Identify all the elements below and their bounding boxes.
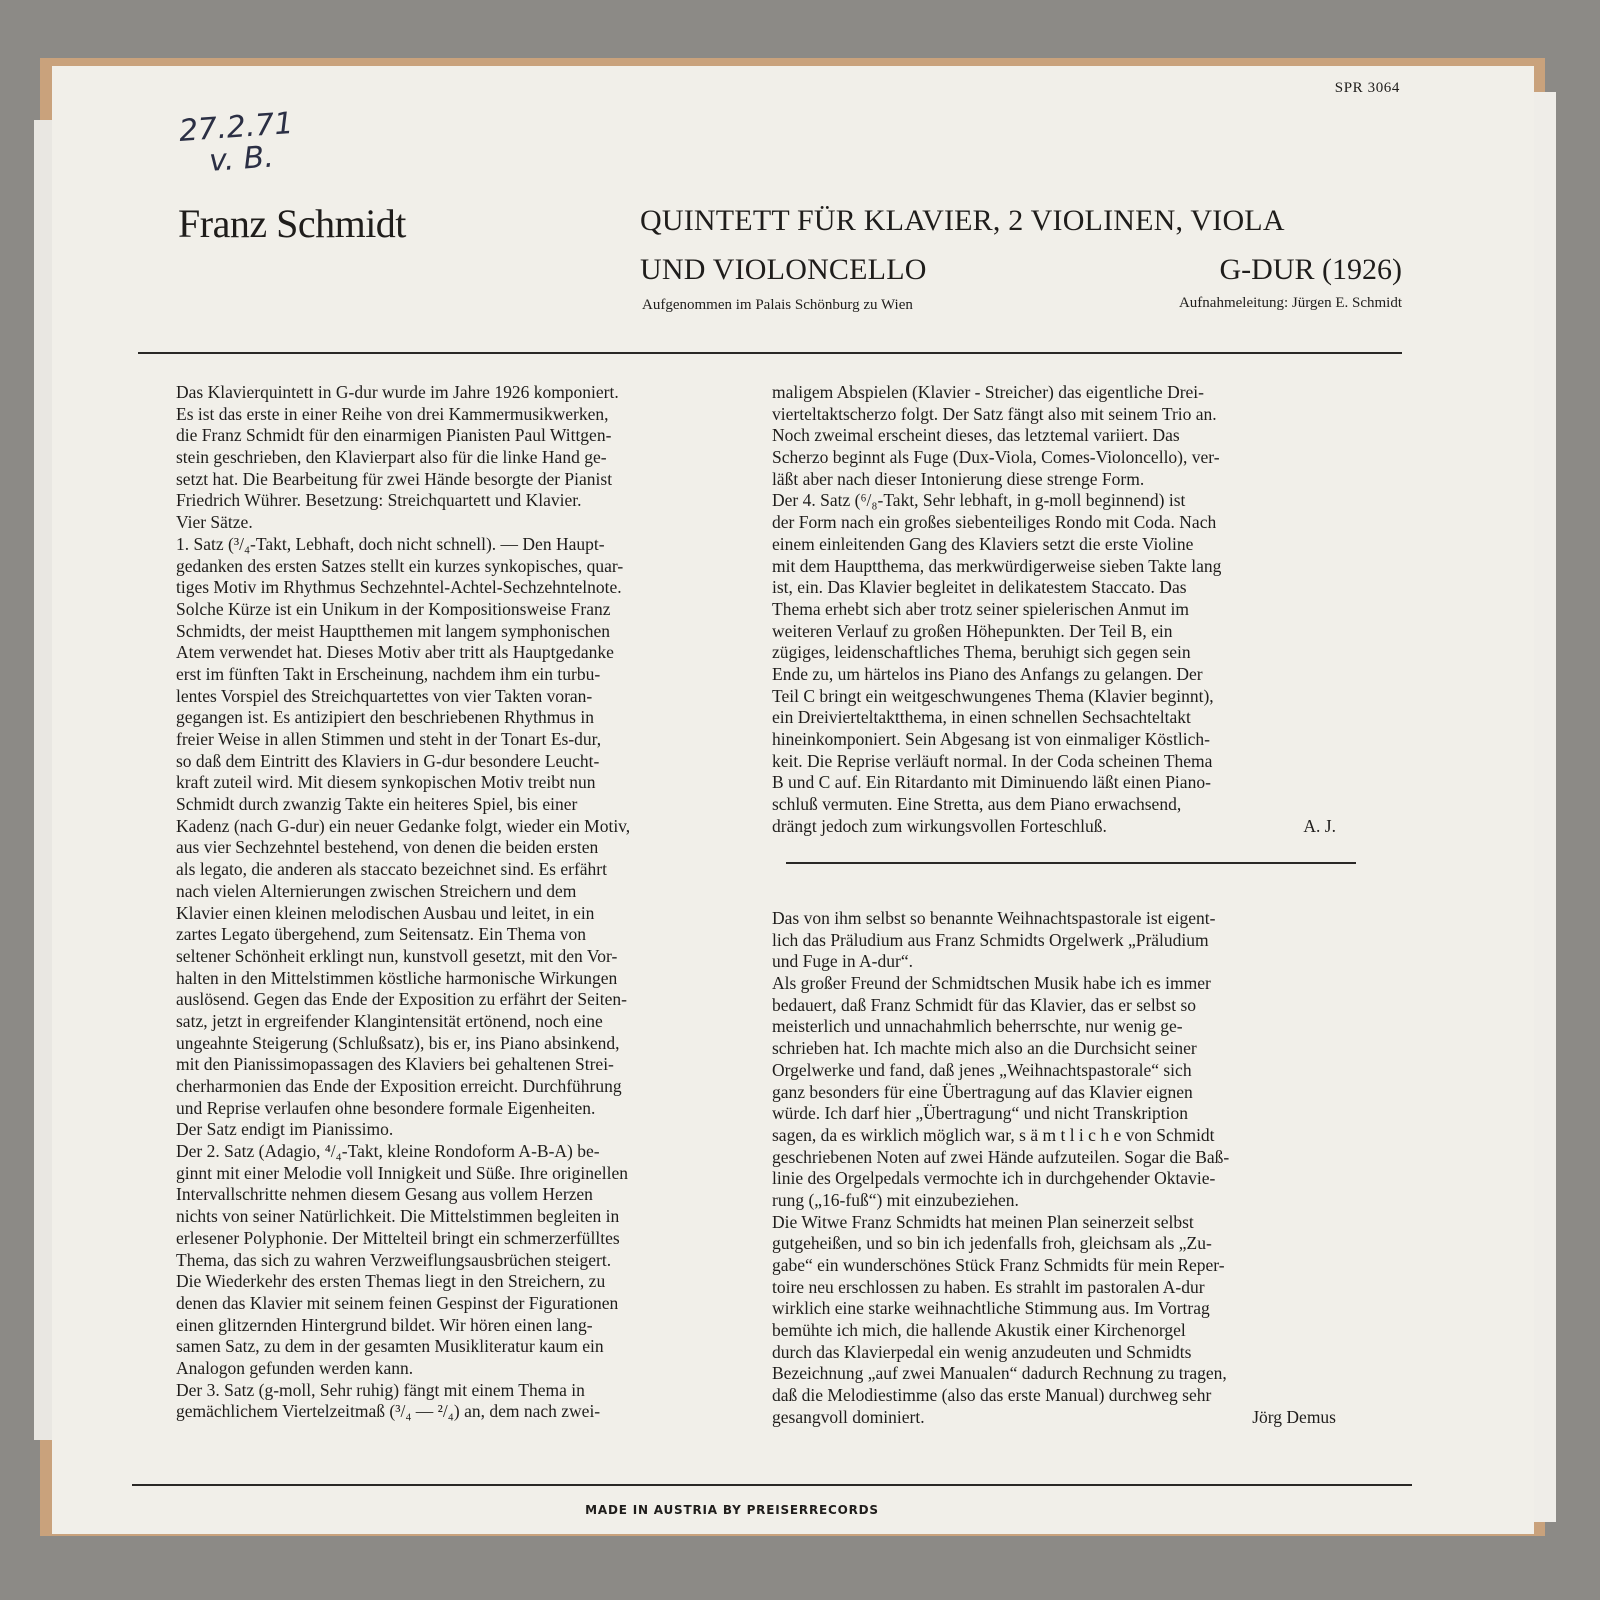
text-line: Vier Sätze.	[176, 512, 253, 533]
text-line: und Fuge in A-dur“.	[772, 951, 913, 972]
text-line: lich das Präludium aus Franz Schmidts Orgelwerk „Präludium	[772, 929, 1209, 950]
text-line: satz, jetzt in ergreifender Klangintensität ertönend, noch eine	[176, 1010, 603, 1031]
text-line: Der 2. Satz (Adagio, ⁴/₄-Takt, kleine Rondoform A-B-A) be-	[176, 1141, 600, 1162]
text-line: halten in den Mittelstimmen köstliche harmonische Wirkungen	[176, 967, 618, 988]
catalog-number: SPR 3064	[1334, 80, 1400, 96]
text-line: Der Satz endigt im Pianissimo.	[176, 1119, 394, 1140]
text-line: kraft zuteil wird. Mit diesem synkopischen Motiv treibt nun	[176, 772, 596, 793]
text-line: 1. Satz (³/₄-Takt, Lebhaft, doch nicht schnell). — Den Haupt-	[176, 533, 605, 554]
text-line: ganz besonders für eine Übertragung auf das Klavier eignen	[772, 1081, 1193, 1102]
text-line: Der 3. Satz (g-moll, Sehr ruhig) fängt mit einem Thema in	[176, 1379, 585, 1400]
text-line: sagen, da es wirklich möglich war, s ä m t l i c h e von Schmidt	[772, 1124, 1215, 1145]
text-line: gutgeheißen, und so bin ich jedenfalls froh, gleichsam als „Zu-	[772, 1233, 1212, 1254]
text-line: vierteltaktscherzo folgt. Der Satz fängt also mit seinem Trio an.	[772, 403, 1217, 424]
text-line: durch das Klavierpedal ein wenig anzudeuten und Schmidts	[772, 1341, 1192, 1362]
text-line: der Form nach ein großes siebenteiliges Rondo mit Coda. Nach	[772, 512, 1217, 533]
text-line: freier Weise in allen Stimmen und steht in der Tonart Es-dur,	[176, 729, 602, 749]
recording-location: Aufgenommen im Palais Schönburg zu Wien	[642, 297, 913, 313]
text-line: tiges Motiv im Rhythmus Sechzehntel-Achtel-Sechzehntelnote.	[176, 577, 622, 598]
handwritten-note	[178, 108, 297, 180]
text-line: Teil C bringt ein weitgeschwungenes Thema (Klavier beginnt),	[772, 685, 1214, 706]
text-line: linie des Orgelpedals vermochte ich in durchgehender Oktavie-	[772, 1168, 1216, 1189]
work-title-line2-right: G-DUR (1926)	[1219, 253, 1402, 286]
text-line: gemächlichem Viertelzeitmaß (³/₄ — ²/₄) an, dem nach zwei-	[176, 1401, 601, 1422]
handwritten-initials: v. B.	[208, 139, 275, 179]
text-line: läßt aber nach dieser Intonierung diese strenge Form.	[772, 468, 1145, 489]
handwritten-date: 27.2.71	[177, 106, 295, 149]
record-back-cover	[52, 66, 1534, 1534]
text-line: daß die Melodiestimme (also das erste Manual) durchweg sehr	[772, 1385, 1212, 1406]
text-line: mit den Pianissimopassagen des Klaviers bei gehaltenen Strei-	[176, 1054, 614, 1075]
text-line: einen glitzernden Hintergrund bildet. Wir hören einen lang-	[176, 1314, 593, 1335]
text-line: Das von ihm selbst so benannte Weihnachtspastorale ist eigent-	[772, 908, 1216, 928]
text-line: Kadenz (nach G-dur) ein neuer Gedanke folgt, wieder ein Motiv,	[176, 815, 631, 836]
footer-divider	[132, 1484, 1412, 1486]
author-signature: Jörg Demus	[1252, 1406, 1336, 1427]
text-line: Atem verwendet hat. Dieses Motiv aber tritt als Hauptgedanke	[176, 642, 614, 663]
text-line: erst im fünften Takt in Erscheinung, nachdem ihm ein turbu-	[176, 663, 601, 684]
text-line: Scherzo beginnt als Fuge (Dux-Viola, Comes-Violoncello), ver-	[772, 447, 1220, 468]
liner-notes-right-column	[772, 382, 1336, 837]
text-line: setzt hat. Die Bearbeitung für zwei Hände besorgte der Pianist	[176, 468, 613, 489]
text-line: ungeahnte Steigerung (Schlußsatz), bis er, ins Piano absinkend,	[176, 1032, 620, 1053]
text-line: ginnt mit einer Melodie voll Innigkeit und Süße. Ihre originellen	[176, 1162, 628, 1183]
text-line: geschriebenen Noten auf zwei Hände aufzuteilen. Sogar die Baß-	[772, 1146, 1230, 1167]
text-line: und Reprise verlaufen ohne besondere formale Eigenheiten.	[176, 1097, 596, 1118]
text-line: meisterlich und unnachahmlich beherrschte, nur wenig ge-	[772, 1016, 1183, 1037]
header-divider	[138, 352, 1402, 354]
text-line: zügiges, leidenschaftliches Thema, beruhigt sich gegen sein	[772, 642, 1191, 663]
text-line: Der 4. Satz (⁶/₈-Takt, Sehr lebhaft, in g-moll beginnend) ist	[772, 490, 1186, 511]
text-line: drängt jedoch zum wirkungsvollen Forteschluß. A. J.	[772, 815, 1336, 836]
work-title-line2-left: UND VIOLONCELLO	[640, 253, 927, 286]
text-line: Orgelwerke und fand, daß jenes „Weihnachtspastorale“ sich	[772, 1059, 1192, 1080]
text-line: samen Satz, zu dem in der gesamten Musikliteratur kaum ein	[176, 1336, 604, 1357]
text-line: weiteren Verlauf zu großen Höhepunkten. Der Teil B, ein	[772, 620, 1173, 641]
text-line: hineinkomponiert. Sein Abgesang ist von einmaliger Köstlich-	[772, 729, 1210, 749]
text-line: Friedrich Wührer. Besetzung: Streichquartett und Klavier.	[176, 490, 582, 511]
text-line: gabe“ ein wunderschönes Stück Franz Schmidts für mein Reper-	[772, 1255, 1225, 1275]
text-line: maligem Abspielen (Klavier - Streicher) das eigentliche Drei-	[772, 382, 1204, 402]
text-line: rung („16-fuß“) mit einzubeziehen.	[772, 1189, 1019, 1210]
text-line: Die Witwe Franz Schmidts hat meinen Plan seinerzeit selbst	[772, 1211, 1194, 1232]
liner-notes-left-column	[176, 382, 630, 1423]
text-line: cherharmonien das Ende der Exposition erreicht. Durchführung	[176, 1076, 622, 1096]
footer-label: MADE IN AUSTRIA BY PREISERRECORDS	[585, 1503, 879, 1517]
text-line: nach vielen Alternierungen zwischen Streichern und dem	[176, 880, 577, 901]
text-line: Solche Kürze ist ein Unikum in der Kompositionsweise Franz	[176, 598, 611, 619]
text-line: stein geschrieben, den Klavierpart also für die linke Hand ge-	[176, 447, 607, 468]
text-line: lentes Vorspiel des Streichquartettes von vier Takten voran-	[176, 685, 593, 706]
text-line: bemühte ich mich, die hallende Akustik einer Kirchenorgel	[772, 1320, 1186, 1341]
text-line: so daß dem Eintritt des Klaviers in G-dur besondere Leucht-	[176, 750, 600, 771]
liner-notes-pastorale-column	[772, 908, 1336, 1429]
text-line: erlesener Polyphonie. Der Mittelteil bringt ein schmerzerfülltes	[176, 1227, 620, 1248]
text-line: Thema, das sich zu wahren Verzweiflungsausbrüchen steigert.	[176, 1249, 612, 1270]
work-title-line1: QUINTETT FÜR KLAVIER, 2 VIOLINEN, VIOLA	[640, 204, 1285, 237]
recording-supervision: Aufnahmeleitung: Jürgen E. Schmidt	[1178, 295, 1402, 311]
right-column-divider	[786, 862, 1356, 864]
text-line: B und C auf. Ein Ritardanto mit Diminuendo läßt einen Piano-	[772, 772, 1211, 793]
text-line: Intervallschritte nehmen diesem Gesang aus vollem Herzen	[176, 1184, 593, 1205]
text-line: als legato, die anderen als staccato bezeichnet sind. Es erfährt	[176, 859, 607, 880]
text-line: Das Klavierquintett in G-dur wurde im Jahre 1926 komponiert.	[176, 382, 619, 402]
text-line: Analogon gefunden werden kann.	[176, 1357, 414, 1378]
composer-name: Franz Schmidt	[178, 201, 406, 246]
text-line: Klavier einen kleinen melodischen Ausbau und leitet, in ein	[176, 902, 595, 923]
text-line: würde. Ich darf hier „Übertragung“ und nicht Transkription	[772, 1103, 1189, 1124]
text-line: wirklich eine starke weihnachtliche Stimmung aus. Im Vortrag	[772, 1298, 1210, 1319]
text-line: toire neu erschlossen zu haben. Es strahlt im pastoralen A-dur	[772, 1276, 1205, 1297]
text-line: gedanken des ersten Satzes stellt ein kurzes synkopisches, quar-	[176, 555, 624, 576]
text-line: aus vier Sechzehntel bestehend, von denen die beiden ersten	[176, 837, 599, 858]
text-line: Noch zweimal erscheint dieses, das letztemal variiert. Das	[772, 425, 1180, 446]
text-line: schrieben hat. Ich machte mich also an die Durchsicht seiner	[772, 1038, 1197, 1059]
text-line: gegangen ist. Es antizipiert den beschriebenen Rhythmus in	[176, 707, 594, 728]
text-line: Ende zu, um härtelos ins Piano des Anfangs zu gelangen. Der	[772, 663, 1203, 684]
text-line: Es ist das erste in einer Reihe von drei Kammermusikwerken,	[176, 403, 609, 424]
text-line: Die Wiederkehr des ersten Themas liegt in den Streichern, zu	[176, 1271, 606, 1292]
text-line: gesangvoll dominiert. Jörg Demus	[772, 1406, 1336, 1427]
text-line: Als großer Freund der Schmidtschen Musik habe ich es immer	[772, 973, 1211, 994]
text-line: ein Dreivierteltaktthema, in einen schnellen Sechsachteltakt	[772, 707, 1191, 728]
text-line: auslösend. Gegen das Ende der Exposition zu erfährt der Seiten-	[176, 989, 627, 1010]
text-line: die Franz Schmidt für den einarmigen Pianisten Paul Wittgen-	[176, 425, 612, 446]
text-line: ist, ein. Das Klavier begleitet in delikatestem Staccato. Das	[772, 577, 1187, 598]
text-line: Thema erhebt sich aber trotz seiner spielerischen Anmut im	[772, 598, 1189, 619]
text-line: zartes Legato übergehend, zum Seitensatz. Ein Thema von	[176, 924, 586, 945]
text-line: schluß vermuten. Eine Stretta, aus dem Piano erwachsend,	[772, 794, 1182, 815]
text-line: nichts von seiner Natürlichkeit. Die Mittelstimmen begleiten in	[176, 1206, 620, 1227]
text-line: seltener Schönheit erklingt nun, kunstvoll gesetzt, mit den Vor-	[176, 945, 618, 966]
text-line: Schmidts, der meist Hauptthemen mit langem symphonischen	[176, 620, 611, 641]
author-signature: A. J.	[1303, 815, 1336, 836]
text-line: keit. Die Reprise verläuft normal. In der Coda scheinen Thema	[772, 750, 1213, 771]
text-line: bedauert, daß Franz Schmidt für das Klavier, das er selbst so	[772, 994, 1197, 1015]
text-line: denen das Klavier mit seinem feinen Gespinst der Figurationen	[176, 1292, 619, 1313]
text-line: einem einleitenden Gang des Klaviers setzt die erste Violine	[772, 533, 1194, 554]
text-line: mit dem Hauptthema, das merkwürdigerweise sieben Takte lang	[772, 555, 1222, 576]
text-line: Schmidt durch zwanzig Takte ein heiteres Spiel, bis einer	[176, 794, 578, 815]
text-line: Bezeichnung „auf zwei Manualen“ dadurch Rechnung zu tragen,	[772, 1363, 1227, 1384]
